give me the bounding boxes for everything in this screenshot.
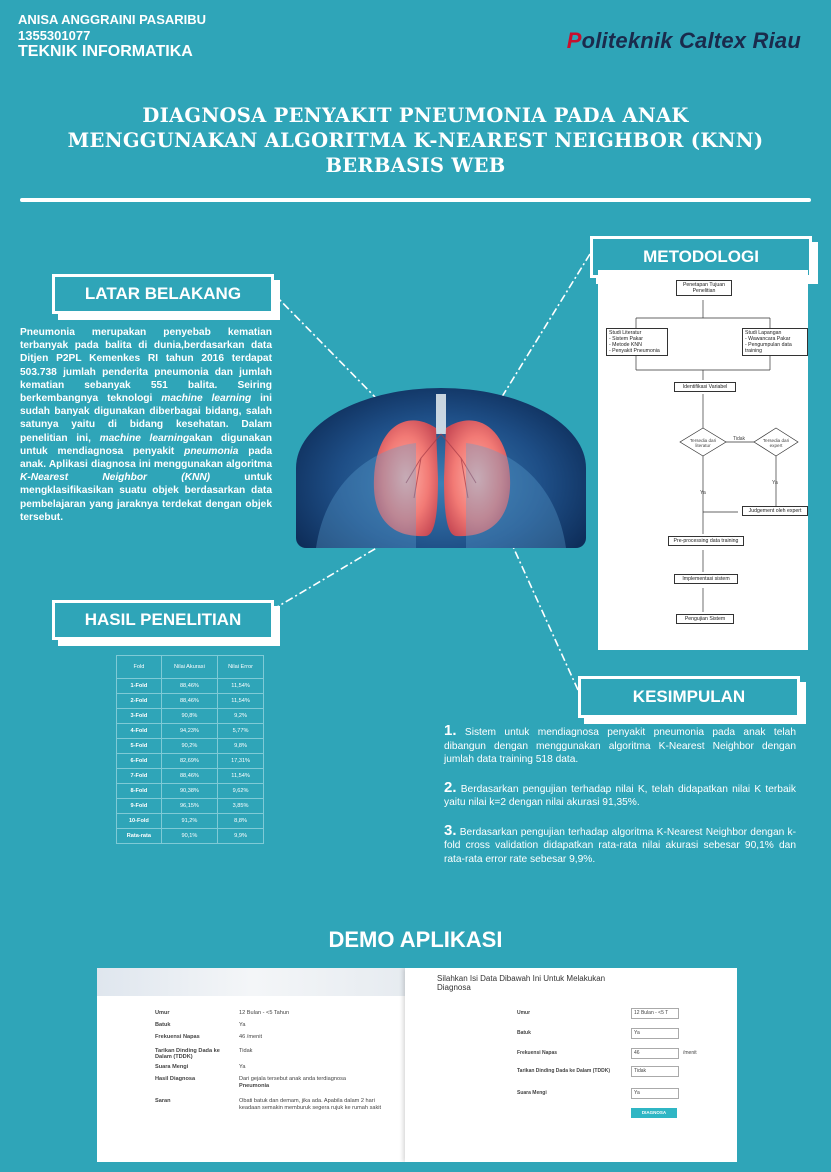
demo-result-label: Suara Mengi	[155, 1064, 189, 1070]
flow-node-judgement: Judgement oleh expert	[742, 506, 808, 516]
table-row	[117, 694, 264, 709]
demo-result-value: Ya	[239, 1064, 246, 1070]
kesimpulan-item-3: 3. Berdasarkan pengujian terhadap algoritma K-Nearest Neighbor dengan k-fold cross validation didapatkan rata-rata nilai akurasi sebesar 90,1% dan rata-rata error rate sebesar 9,9%.	[444, 821, 796, 865]
table-row	[117, 799, 264, 814]
table-row	[117, 679, 264, 694]
demo-form-label: Tarikan Dinding Dada ke Dalam (TDDK)	[517, 1068, 610, 1074]
demo-result-label: Saran	[155, 1098, 171, 1104]
lungs-illustration	[296, 388, 586, 548]
flow-node-identifikasi: Identifikasi Variabel	[674, 382, 736, 392]
table-cell: 8,8%	[218, 814, 264, 829]
demo-form-input[interactable]: Ya	[631, 1028, 679, 1039]
table-row	[117, 829, 264, 844]
table-cell: 91,2%	[161, 814, 217, 829]
table-cell: 3-Fold	[117, 709, 162, 724]
table-cell: 11,54%	[218, 679, 264, 694]
table-row	[117, 724, 264, 739]
table-cell: 6-Fold	[117, 754, 162, 769]
table-cell: 11,54%	[218, 769, 264, 784]
demo-result-label: Tarikan Dinding Dada ke Dalam (TDDK)	[155, 1048, 220, 1060]
section-latar-belakang: LATAR BELAKANG	[52, 274, 274, 314]
table-cell: Rata-rata	[117, 829, 162, 844]
table-row	[117, 709, 264, 724]
demo-form-input[interactable]: Ya	[631, 1088, 679, 1099]
demo-result-diagnosis: Pneumonia	[239, 1083, 270, 1089]
table-cell: 1-Fold	[117, 679, 162, 694]
demo-result-value: Tidak	[239, 1048, 253, 1054]
hasil-table	[116, 655, 264, 844]
author-nim: 1355301077	[18, 28, 91, 43]
table-cell: 96,15%	[161, 799, 217, 814]
table-row	[117, 784, 264, 799]
table-row	[117, 754, 264, 769]
table-cell: 9,2%	[218, 709, 264, 724]
demo-form-label: Frekuensi Napas	[517, 1050, 558, 1056]
demo-form-label: Suara Mengi	[517, 1090, 547, 1096]
flow-node-literatur-check: Tersedia dari literatur	[689, 438, 717, 448]
table-cell: 7-Fold	[117, 769, 162, 784]
demo-result-value: Dari gejala tersebut anak anda terdiagnosa	[239, 1076, 346, 1082]
poster-title: DIAGNOSA PENYAKIT PNEUMONIA PADA ANAK MENGGUNAKAN ALGORITMA K-NEAREST NEIGHBOR (KNN) BERBASIS WEB	[67, 104, 764, 177]
table-cell: 3,85%	[218, 799, 264, 814]
table-cell: 82,69%	[161, 754, 217, 769]
demo-form-input[interactable]: 46	[631, 1048, 679, 1059]
table-cell: 9,9%	[218, 829, 264, 844]
demo-result-value: Obati batuk dan demam, jika ada. Apabila dalam 2 hari keadaan semakin memburuk segera rujuk ke rumah sakit	[239, 1098, 382, 1111]
table-cell: 9,8%	[218, 739, 264, 754]
table-header-row: Fold Nilai Akurasi Nilai Error	[117, 656, 264, 679]
demo-result-label: Batuk	[155, 1022, 171, 1028]
flow-node-expert-check: Tersedia dari expert	[762, 438, 790, 448]
diagnosa-button[interactable]: DIAGNOSA	[631, 1108, 677, 1118]
demo-result-label: Frekuensi Napas	[155, 1034, 200, 1040]
kesimpulan-item-1: 1. Sistem untuk mendiagnosa penyakit pneumonia pada anak telah dibangun dengan menggunakan algoritma K-Nearest Neighbor dengan jumlah data training 518 data.	[444, 722, 796, 765]
metodologi-flowchart	[598, 270, 808, 650]
flow-label-ya-2: Ya	[772, 480, 778, 486]
flow-node-implementasi: Implementasi sistem	[674, 574, 738, 584]
institution-logo: Politeknik Caltex Riau	[566, 28, 801, 53]
table-cell: 90,2%	[161, 739, 217, 754]
table-cell: 11,54%	[218, 694, 264, 709]
table-row	[117, 769, 264, 784]
demo-result-label: Hasil Diagnosa	[155, 1076, 196, 1082]
author-name: ANISA ANGGRAINI PASARIBU	[18, 12, 207, 27]
section-kesimpulan: KESIMPULAN	[578, 676, 800, 718]
flow-node-preprocessing: Pre-processing data training	[668, 536, 744, 546]
demo-form-label: Batuk	[517, 1030, 531, 1036]
table-cell: 17,31%	[218, 754, 264, 769]
demo-form-input[interactable]: Tidak	[631, 1066, 679, 1077]
demo-form-label: Umur	[517, 1010, 531, 1016]
section-metodologi: METODOLOGI	[590, 236, 812, 278]
table-row	[117, 814, 264, 829]
table-cell: 10-Fold	[117, 814, 162, 829]
flow-label-ya-1: Ya	[700, 490, 706, 496]
demo-result-value: 12 Bulan - <5 Tahun	[239, 1010, 290, 1016]
demo-header-image	[97, 968, 407, 996]
section-demo-aplikasi: DEMO APLIKASI	[328, 927, 503, 952]
demo-form-unit: /menit	[683, 1050, 697, 1056]
flow-node-pengujian: Pengujian Sistem	[676, 614, 734, 624]
section-hasil-penelitian: HASIL PENELITIAN	[52, 600, 274, 640]
kesimpulan-item-2: 2. Berdasarkan pengujian terhadap nilai K, telah didapatkan nilai K terbaik yaitu nilai k=2 dengan nilai akurasi 91,35%.	[444, 778, 796, 808]
demo-form-input[interactable]: 12 Bulan - <5 T	[631, 1008, 679, 1019]
demo-form-panel	[405, 968, 737, 1162]
flow-node-lapangan: Studi Lapangan - Wawancara Pakar - Pengumpulan data training	[742, 328, 808, 356]
latar-belakang-text: Pneumonia merupakan penyebab kematian terbanyak pada balita di dunia,berdasarkan data Ditjen P2PL Kemenkes RI tahun 2016 terdapat 503.738 jumlah penderita pneumonia dan jumlah kematian sebanyak 551 balita. Seiring berkembangnya teknologi machine learning ini sudah banyak digunakan diberbagai bidang, salah satunya yaitu di bidang kesehatan. Dalam penelitian ini, machine learningakan digunakan untuk mendiagnosa penyakit pneumonia pada anak. Aplikasi diagnosa ini menggunakan algoritma K-Nearest Neighbor (KNN) untuk mengklasifikasikan suatu objek berdasarkan data pembelajaran yang jaraknya terdekat dengan objek tersebut.	[20, 327, 273, 523]
table-cell: 90,8%	[161, 709, 217, 724]
flow-node-tujuan: Penetapan Tujuan Penelitian	[676, 280, 732, 296]
table-cell: 2-Fold	[117, 694, 162, 709]
table-cell: 9-Fold	[117, 799, 162, 814]
demo-result-value: Ya	[239, 1022, 246, 1028]
table-row	[117, 739, 264, 754]
table-cell: 5,77%	[218, 724, 264, 739]
table-cell: 5-Fold	[117, 739, 162, 754]
table-cell: 88,46%	[161, 769, 217, 784]
flowchart-arrows	[598, 270, 808, 650]
kesimpulan-text	[444, 724, 796, 880]
flow-label-tidak: Tidak	[733, 436, 746, 442]
demo-result-label: Umur	[155, 1010, 170, 1016]
demo-result-value: 46 /menit	[239, 1034, 263, 1040]
table-cell: 88,46%	[161, 694, 217, 709]
table-cell: 9,62%	[218, 784, 264, 799]
table-cell: 90,1%	[161, 829, 217, 844]
table-cell: 94,23%	[161, 724, 217, 739]
table-cell: 4-Fold	[117, 724, 162, 739]
flow-node-literatur: Studi Literatur - Sistem Pakar - Metode KNN - Penyakit Pneumonia	[606, 328, 668, 356]
table-cell: 88,46%	[161, 679, 217, 694]
author-prodi: TEKNIK INFORMATIKA	[18, 43, 193, 60]
demo-screenshot	[97, 968, 737, 1162]
table-cell: 8-Fold	[117, 784, 162, 799]
table-cell: 90,38%	[161, 784, 217, 799]
demo-form-heading: Silahkan Isi Data Dibawah Ini Untuk Melakukan Diagnosa	[437, 974, 606, 992]
